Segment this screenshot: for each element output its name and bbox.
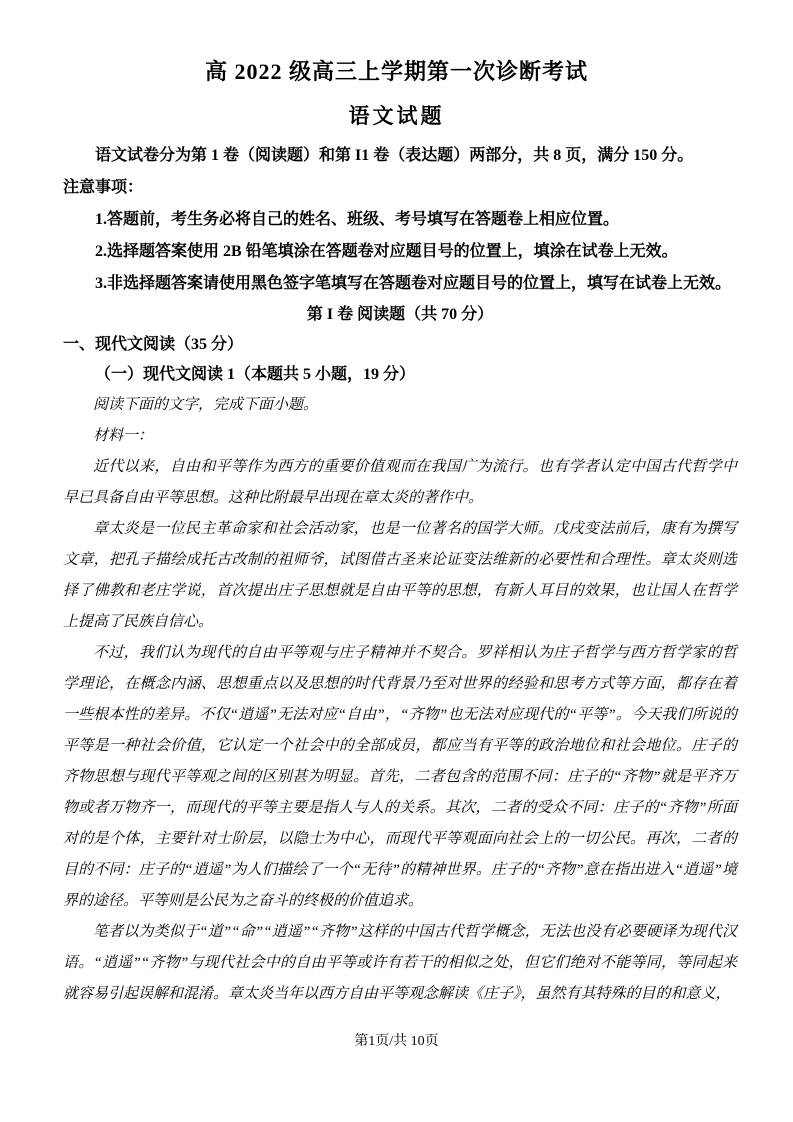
material-label: 材料一：: [93, 428, 154, 444]
notice-label: 注意事项：: [63, 179, 144, 196]
reading-instruction: 阅读下面的文字，完成下面小题。: [93, 397, 319, 413]
part-heading-modern-reading: 一、现代文阅读（35 分）: [63, 336, 244, 353]
material-paragraph-4: 笔者以为类似于“道”“命”“逍遥”“齐物”这样的中国古代哲学概念，无法也没有必要硬译为现代汉语。“逍遥”“齐物”与现代社会中的自由平等或许有若干的相似之处，但它们绝对不能等同，等同起来就容易引起误解和混淆。章太炎当年以西方自由平等观念解读《庄子》，虽然有其特殊的目的和意义，: [63, 924, 737, 1002]
page-number: 第1页/共 10页: [354, 1034, 439, 1049]
material-paragraph-1: 近代以来，自由和平等作为西方的重要价值观而在我国广为流行。也有学者认定中国古代哲学中早已具备自由平等思想。这种比附最早出现在章太炎的著作中。: [63, 459, 737, 506]
material-paragraph-3: 不过，我们认为现代的自由平等观与庄子精神并不契合。罗祥相认为庄子哲学与西方哲学家的哲学理论，在概念内涵、思想重点以及思想的时代背景乃至对世界的经验和思考方式等方面，都存在着一些根本性的差异。不仅“逍遥”无法对应“自由”，“齐物”也无法对应现代的“平等”。今天我们所说的平等是一种社会价值，它认定一个社会中的全部成员，都应当有平等的政治地位和社会地位。庄子的齐物思想与现代平等观之间的区别甚为明显。首先，二者包含的范围不同：庄子的“齐物”就是平齐万物或者万物齐一，而现代的平等主要是指人与人的关系。其次，二者的受众不同：庄子的“齐物”所面对的是个体，主要针对士阶层，以隐士为中心，而现代平等观面向社会上的一切公民。再次，二者的目的不同：庄子的“逍遥”为人们描绘了一个“无待”的精神世界。庄子的“齐物”意在指出进入“逍遥”境界的途径。平等则是公民为之奋斗的终极的价值追求。: [63, 645, 737, 909]
document-body: [0, 130, 793, 1010]
notice-item-2: 2.选择题答案使用 2B 铅笔填涂在答题卷对应题目号的位置上，填涂在试卷上无效。: [95, 243, 678, 260]
notice-item-1: 1.答题前，考生务必将自己的姓名、班级、考号填写在答题卷上相应位置。: [95, 211, 620, 228]
reading-material: [63, 390, 737, 1010]
notice-item-3: 3.非选择题答案请使用黑色签字笔填写在答题卷对应题目号的位置上，填写在试卷上无效。: [95, 275, 732, 292]
material-paragraph-2: 章太炎是一位民主革命家和社会活动家，也是一位著名的国学大师。戊戌变法前后，康有为撰写文章，把孔子描绘成托古改制的祖师爷，试图借古圣来论证变法维新的必要性和合理性。章太炎则选择了佛教和老庄学说，首次提出庄子思想就是自由平等的思想，有新人耳目的效果，也让国人在哲学上提高了民族自信心。: [63, 521, 737, 630]
sub-heading-reading-1: （一）现代文阅读 1（本题共 5 小题，19 分）: [95, 366, 416, 383]
exam-title: 高 2022 级高三上学期第一次诊断考试: [204, 59, 588, 84]
exam-intro-line: 语文试卷分为第 1 卷（阅读题）和第 I1 卷（表达题）两部分，共 8 页，满分 150 分。: [95, 147, 694, 164]
exam-subtitle: 语文试题: [348, 104, 445, 128]
section-header-volume-1: 第 I 卷 阅读题（共 70 分）: [306, 306, 494, 323]
